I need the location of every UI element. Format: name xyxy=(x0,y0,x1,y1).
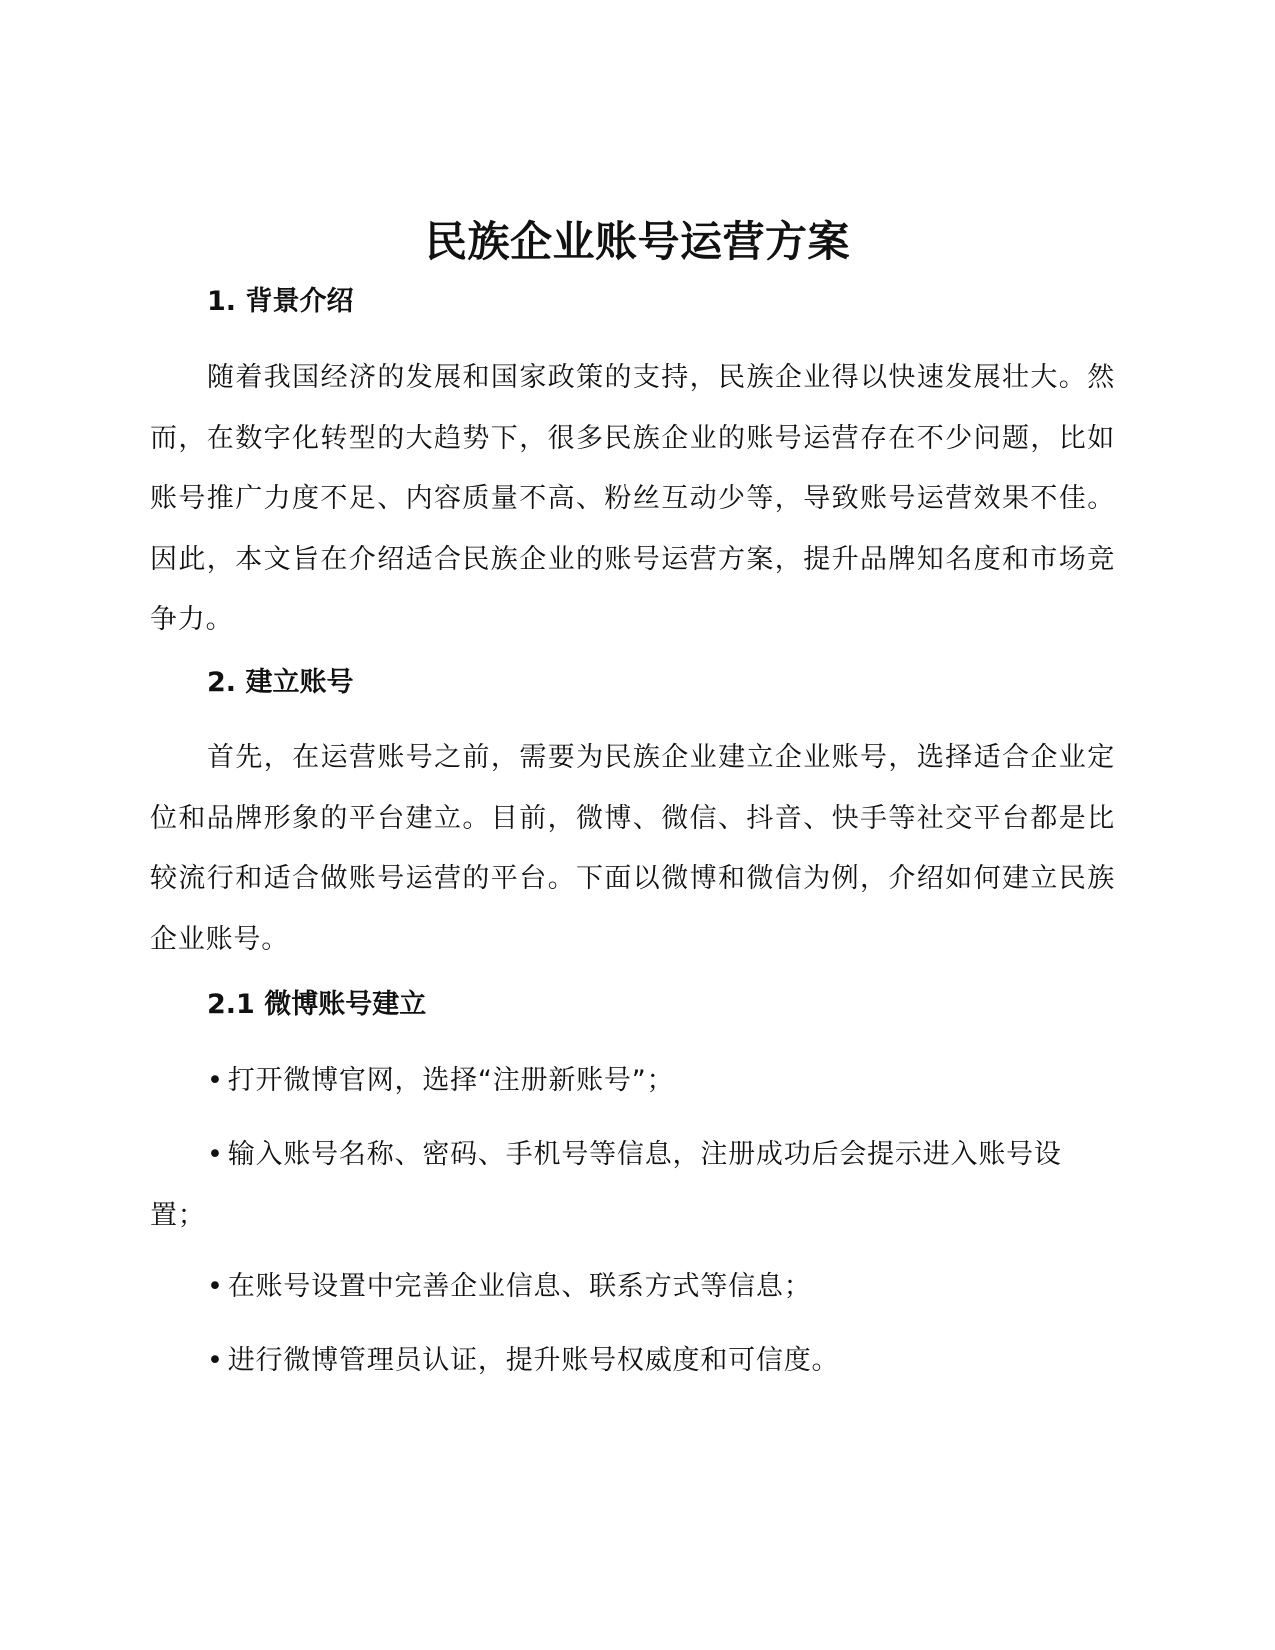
weibo-step-text: 进行微博管理员认证，提升账号权威度和可信度。 xyxy=(227,1345,840,1376)
weibo-step-text: 打开微博官网，选择“注册新账号”； xyxy=(227,1065,675,1096)
document-title: 民族企业账号运营方案 xyxy=(424,217,850,266)
section-heading-create-account: 2. 建立账号 xyxy=(207,667,354,698)
weibo-step-text: 在账号设置中完善企业信息、联系方式等信息； xyxy=(227,1271,812,1302)
weibo-step-text: 输入账号名称、密码、手机号等信息，注册成功后会提示进入账号设置； xyxy=(150,1139,1062,1231)
bullet-icon: • xyxy=(207,1139,224,1170)
bullet-icon: • xyxy=(207,1271,224,1302)
weibo-step-item xyxy=(150,1051,1115,1112)
bullet-icon: • xyxy=(207,1065,224,1096)
create-account-paragraph: 首先，在运营账号之前，需要为民族企业建立企业账号，选择适合企业定位和品牌形象的平台建立。目前，微博、微信、抖音、快手等社交平台都是比较流行和适合做账号运营的平台。下面以微博和微信为例，介绍如何建立民族企业账号。 xyxy=(150,742,1115,955)
section-heading-background: 1. 背景介绍 xyxy=(207,286,354,317)
bullet-icon: • xyxy=(207,1345,224,1376)
weibo-step-item xyxy=(150,1257,1115,1318)
background-paragraph: 随着我国经济的发展和国家政策的支持，民族企业得以快速发展壮大。然而，在数字化转型的大趋势下，很多民族企业的账号运营存在不少问题，比如账号推广力度不足、内容质量不高、粉丝互动少等，导致账号运营效果不佳。因此，本文旨在介绍适合民族企业的账号运营方案，提升品牌知名度和市场竞争力。 xyxy=(150,362,1115,635)
section-heading-weibo-account: 2.1 微博账号建立 xyxy=(207,989,427,1020)
weibo-step-item xyxy=(150,1125,1115,1246)
weibo-step-item xyxy=(150,1331,1115,1392)
